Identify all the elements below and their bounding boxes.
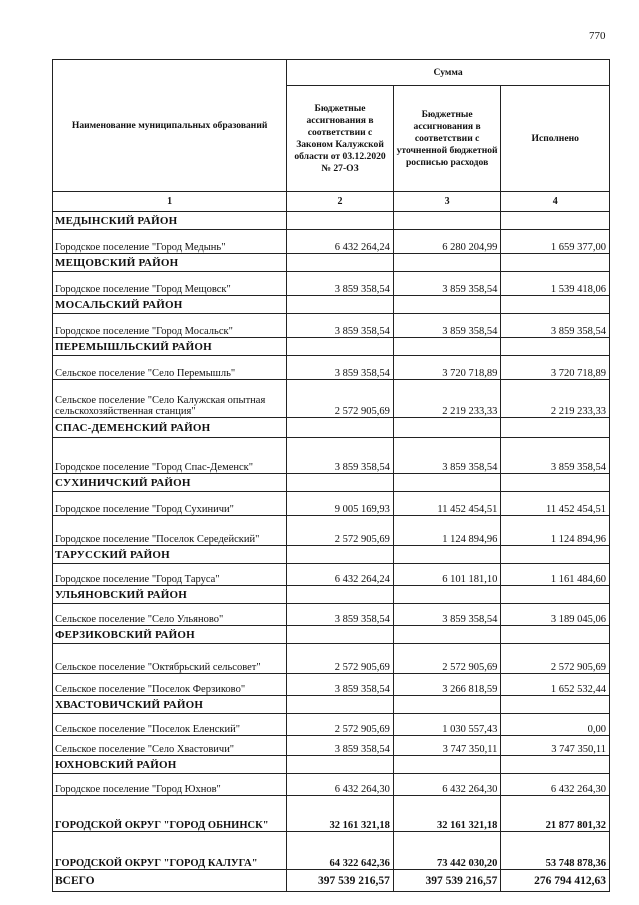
row-value-v3: 3 747 350,11	[393, 736, 501, 756]
row-value-v4: 1 652 532,44	[501, 674, 610, 696]
page-number: 770	[589, 30, 606, 42]
row-value-v4: 3 859 358,54	[501, 314, 610, 338]
row-value-v3	[393, 546, 501, 564]
row-name: Городское поселение "Город Юхнов"	[53, 774, 287, 796]
row-value-v3	[393, 626, 501, 644]
district-row	[53, 474, 610, 492]
row-name: Городское поселение "Город Таруса"	[53, 564, 287, 586]
header-name-col: Наименование муниципальных образований	[53, 60, 287, 192]
header-sum: Сумма	[287, 60, 610, 86]
row-value-v3	[393, 418, 501, 438]
row-name: ФЕРЗИКОВСКИЙ РАЙОН	[53, 626, 287, 644]
table-row	[53, 356, 610, 380]
district-row	[53, 418, 610, 438]
row-name: ПЕРЕМЫШЛЬСКИЙ РАЙОН	[53, 338, 287, 356]
district-row	[53, 626, 610, 644]
row-value-v3: 3 266 818,59	[393, 674, 501, 696]
row-value-v2: 2 572 905,69	[287, 714, 394, 736]
table-row	[53, 438, 610, 474]
row-value-v4: 1 539 418,06	[501, 272, 610, 296]
total-row	[53, 870, 610, 892]
row-name: Городское поселение "Город Мещовск"	[53, 272, 287, 296]
header-col2: Бюджетные ассигнования в соответствии с Законом Калужской области от 03.12.2020 № 27-ОЗ	[287, 86, 394, 192]
row-value-v2: 3 859 358,54	[287, 438, 394, 474]
row-name: МЕЩОВСКИЙ РАЙОН	[53, 254, 287, 272]
table-row	[53, 272, 610, 296]
district-row	[53, 254, 610, 272]
row-value-v2	[287, 696, 394, 714]
table-row	[53, 492, 610, 516]
row-name: Сельское поселение "Село Калужская опытная сельскохозяйственная станция"	[53, 380, 287, 418]
row-value-v2: 3 859 358,54	[287, 736, 394, 756]
row-value-v3: 3 720 718,89	[393, 356, 501, 380]
district-row	[53, 586, 610, 604]
row-name: Городское поселение "Город Медынь"	[53, 230, 287, 254]
row-value-v4: 1 161 484,60	[501, 564, 610, 586]
row-value-v2: 9 005 169,93	[287, 492, 394, 516]
row-value-v2: 397 539 216,57	[287, 870, 394, 892]
table-row	[53, 644, 610, 674]
row-value-v3: 6 432 264,30	[393, 774, 501, 796]
row-value-v2	[287, 474, 394, 492]
row-value-v3	[393, 696, 501, 714]
row-value-v4	[501, 756, 610, 774]
table-row	[53, 736, 610, 756]
okrug-row	[53, 832, 610, 870]
row-value-v2	[287, 254, 394, 272]
row-value-v2: 64 322 642,36	[287, 832, 394, 870]
row-value-v3	[393, 474, 501, 492]
row-value-v3: 1 030 557,43	[393, 714, 501, 736]
row-name: Городское поселение "Город Сухиничи"	[53, 492, 287, 516]
row-value-v2: 2 572 905,69	[287, 516, 394, 546]
row-value-v3	[393, 212, 501, 230]
row-value-v2: 2 572 905,69	[287, 380, 394, 418]
row-value-v3: 397 539 216,57	[393, 870, 501, 892]
row-name: Сельское поселение "Поселок Ферзиково"	[53, 674, 287, 696]
row-value-v4	[501, 696, 610, 714]
row-name: Сельское поселение "Село Перемышль"	[53, 356, 287, 380]
row-name: Сельское поселение "Село Хвастовичи"	[53, 736, 287, 756]
table-row	[53, 564, 610, 586]
row-value-v3: 3 859 358,54	[393, 438, 501, 474]
row-value-v4: 1 124 894,96	[501, 516, 610, 546]
row-value-v2: 3 859 358,54	[287, 674, 394, 696]
row-value-v3: 11 452 454,51	[393, 492, 501, 516]
row-value-v2	[287, 338, 394, 356]
row-value-v3	[393, 254, 501, 272]
row-value-v3: 2 219 233,33	[393, 380, 501, 418]
row-value-v2: 3 859 358,54	[287, 314, 394, 338]
row-value-v4	[501, 254, 610, 272]
row-name: ГОРОДСКОЙ ОКРУГ "ГОРОД КАЛУГА"	[53, 832, 287, 870]
col-number-2: 2	[287, 192, 394, 212]
row-value-v4: 3 189 045,06	[501, 604, 610, 626]
row-value-v2	[287, 212, 394, 230]
table-row	[53, 314, 610, 338]
row-value-v3: 6 280 204,99	[393, 230, 501, 254]
row-name: Городское поселение "Поселок Середейский"	[53, 516, 287, 546]
header-col3: Бюджетные ассигнования в соответствии с уточненной бюджетной росписью расходов	[393, 86, 501, 192]
row-value-v2	[287, 296, 394, 314]
table-row	[53, 774, 610, 796]
row-name: Сельское поселение "Поселок Еленский"	[53, 714, 287, 736]
row-value-v2	[287, 546, 394, 564]
row-value-v4	[501, 626, 610, 644]
row-value-v2	[287, 756, 394, 774]
row-name: Городское поселение "Город Спас-Деменск"	[53, 438, 287, 474]
row-value-v2: 2 572 905,69	[287, 644, 394, 674]
row-value-v4: 0,00	[501, 714, 610, 736]
okrug-row	[53, 796, 610, 832]
table-row	[53, 230, 610, 254]
row-value-v2	[287, 626, 394, 644]
row-value-v3: 2 572 905,69	[393, 644, 501, 674]
district-row	[53, 546, 610, 564]
row-value-v4: 3 747 350,11	[501, 736, 610, 756]
row-name: Сельское поселение "Октябрьский сельсовет"	[53, 644, 287, 674]
col-number-1: 1	[53, 192, 287, 212]
row-value-v3	[393, 586, 501, 604]
row-value-v4: 6 432 264,30	[501, 774, 610, 796]
row-name: ВСЕГО	[53, 870, 287, 892]
row-value-v3	[393, 756, 501, 774]
district-row	[53, 338, 610, 356]
row-value-v4: 21 877 801,32	[501, 796, 610, 832]
row-value-v4	[501, 546, 610, 564]
row-value-v4: 3 720 718,89	[501, 356, 610, 380]
col-number-4: 4	[501, 192, 610, 212]
row-value-v4	[501, 586, 610, 604]
row-value-v4	[501, 474, 610, 492]
row-value-v2: 3 859 358,54	[287, 604, 394, 626]
row-value-v4: 276 794 412,63	[501, 870, 610, 892]
header-col4: Исполнено	[501, 86, 610, 192]
row-value-v2	[287, 418, 394, 438]
row-value-v4: 1 659 377,00	[501, 230, 610, 254]
row-name: ГОРОДСКОЙ ОКРУГ "ГОРОД ОБНИНСК"	[53, 796, 287, 832]
budget-table	[52, 59, 610, 892]
district-row	[53, 696, 610, 714]
row-value-v3: 3 859 358,54	[393, 604, 501, 626]
row-name: МЕДЫНСКИЙ РАЙОН	[53, 212, 287, 230]
row-value-v4	[501, 418, 610, 438]
row-value-v3: 3 859 358,54	[393, 314, 501, 338]
row-name: СПАС-ДЕМЕНСКИЙ РАЙОН	[53, 418, 287, 438]
table-row	[53, 604, 610, 626]
row-value-v3: 1 124 894,96	[393, 516, 501, 546]
row-value-v4: 3 859 358,54	[501, 438, 610, 474]
row-value-v3	[393, 338, 501, 356]
row-name: УЛЬЯНОВСКИЙ РАЙОН	[53, 586, 287, 604]
row-name: МОСАЛЬСКИЙ РАЙОН	[53, 296, 287, 314]
row-name: ТАРУССКИЙ РАЙОН	[53, 546, 287, 564]
row-value-v2: 6 432 264,30	[287, 774, 394, 796]
row-name: Сельское поселение "Село Ульяново"	[53, 604, 287, 626]
row-name: ХВАСТОВИЧСКИЙ РАЙОН	[53, 696, 287, 714]
row-value-v4	[501, 338, 610, 356]
table-row	[53, 380, 610, 418]
district-row	[53, 756, 610, 774]
row-value-v4: 2 219 233,33	[501, 380, 610, 418]
row-value-v2	[287, 586, 394, 604]
row-value-v2: 6 432 264,24	[287, 230, 394, 254]
row-value-v4	[501, 296, 610, 314]
row-name: СУХИНИЧСКИЙ РАЙОН	[53, 474, 287, 492]
row-value-v2: 3 859 358,54	[287, 356, 394, 380]
row-value-v2: 32 161 321,18	[287, 796, 394, 832]
row-value-v2: 3 859 358,54	[287, 272, 394, 296]
row-name: ЮХНОВСКИЙ РАЙОН	[53, 756, 287, 774]
column-numbers-row	[53, 192, 610, 212]
table-row	[53, 674, 610, 696]
table-row	[53, 714, 610, 736]
row-value-v4	[501, 212, 610, 230]
row-value-v4: 2 572 905,69	[501, 644, 610, 674]
district-row	[53, 296, 610, 314]
row-value-v3	[393, 296, 501, 314]
row-value-v2: 6 432 264,24	[287, 564, 394, 586]
col-number-3: 3	[393, 192, 501, 212]
row-value-v4: 53 748 878,36	[501, 832, 610, 870]
row-value-v4: 11 452 454,51	[501, 492, 610, 516]
district-row	[53, 212, 610, 230]
row-value-v3: 73 442 030,20	[393, 832, 501, 870]
row-name: Городское поселение "Город Мосальск"	[53, 314, 287, 338]
table-row	[53, 516, 610, 546]
row-value-v3: 32 161 321,18	[393, 796, 501, 832]
table-body	[53, 192, 610, 892]
row-value-v3: 6 101 181,10	[393, 564, 501, 586]
row-value-v3: 3 859 358,54	[393, 272, 501, 296]
